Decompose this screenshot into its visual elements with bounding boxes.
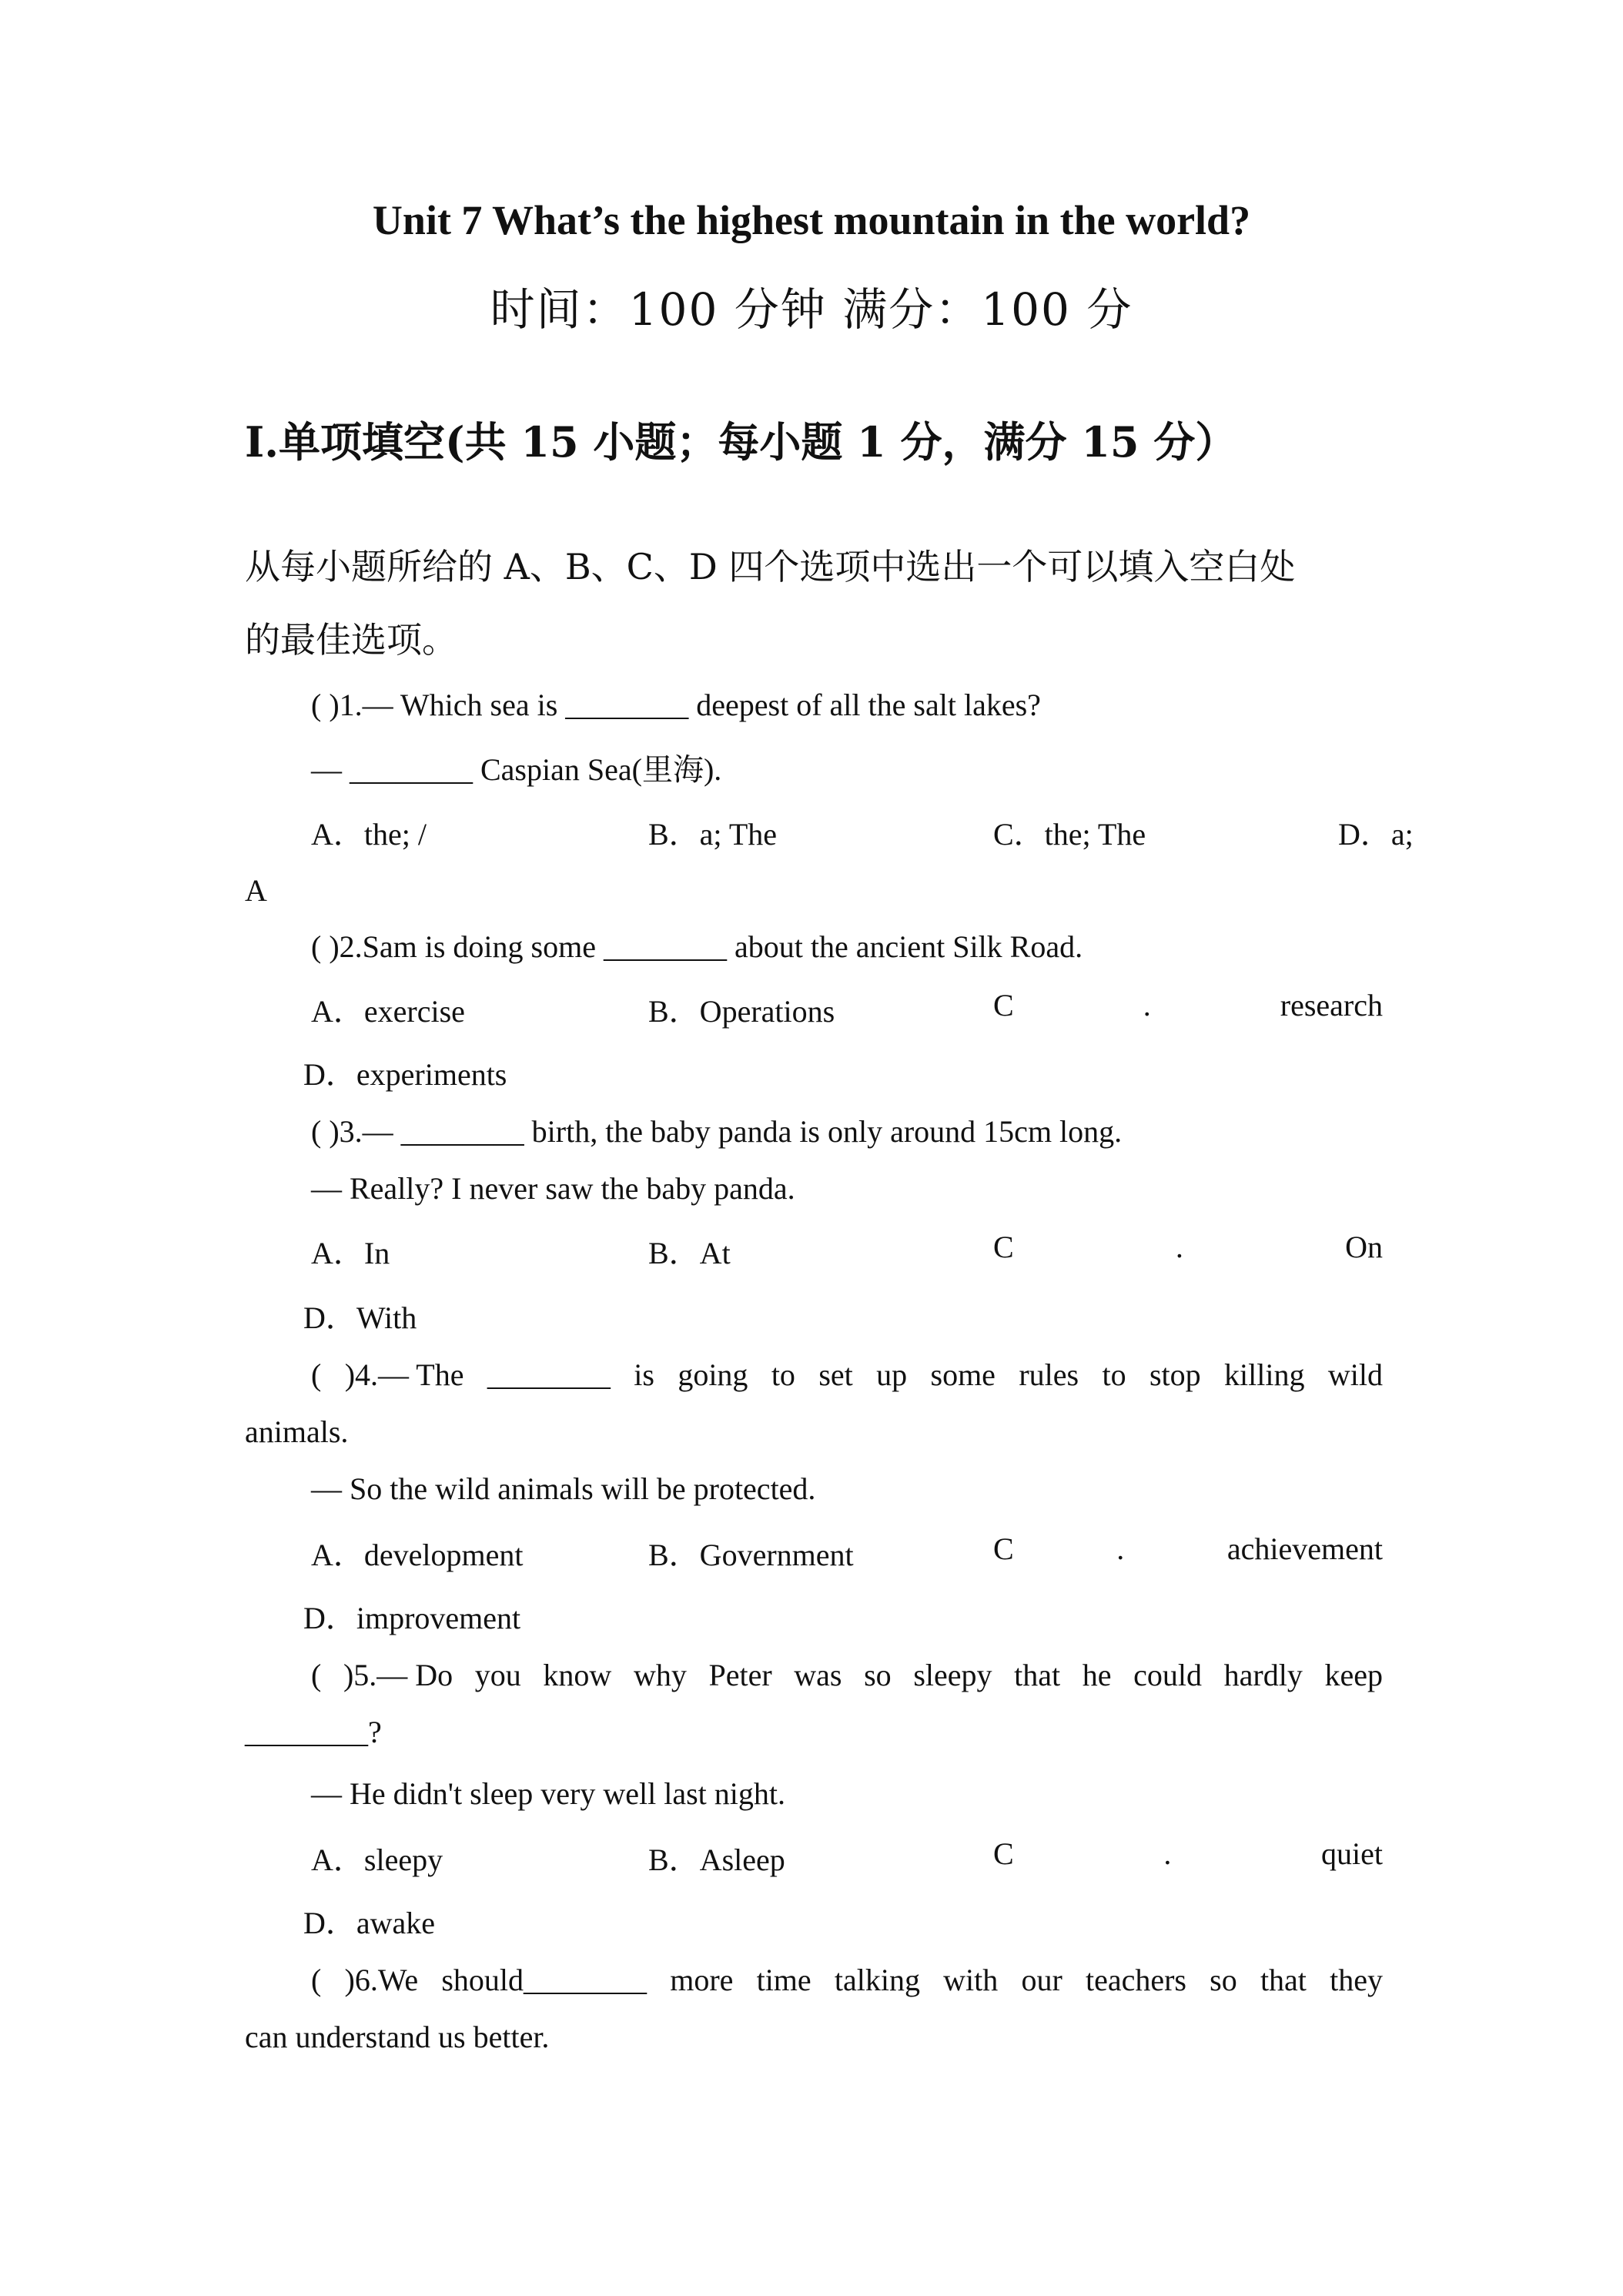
question-5-option-b: B．Asleep xyxy=(648,1842,785,1877)
stem-word: with xyxy=(943,1963,999,1997)
option-c-letter: C xyxy=(993,1836,1014,1871)
stem-word: our xyxy=(1021,1963,1062,1997)
stem-word: that xyxy=(1260,1963,1307,1997)
question-1-answer-line: — ________ Caspian Sea(里海). xyxy=(311,752,722,787)
stem-word: you xyxy=(474,1658,521,1692)
question-3-option-b: B．At xyxy=(648,1236,731,1270)
option-c-dot: . xyxy=(1163,1836,1172,1871)
option-c-letter: C xyxy=(993,988,1014,1022)
stem-word: talking xyxy=(834,1963,920,1997)
stem-word: why xyxy=(633,1658,687,1692)
question-5-option-c xyxy=(993,1836,1383,1872)
option-c-letter: C xyxy=(993,1230,1014,1264)
stem-word: set xyxy=(818,1357,853,1392)
question-6-stem-wrap: can understand us better. xyxy=(245,2020,550,2054)
stem-blank: ________ xyxy=(487,1357,611,1392)
question-5-stem-wrap: ________? xyxy=(245,1715,382,1749)
question-4-stem xyxy=(311,1357,1383,1393)
question-5-answer-line: — He didn't sleep very well last night. xyxy=(311,1776,785,1811)
option-c-text: achievement xyxy=(1226,1531,1383,1566)
question-3-option-a: A．In xyxy=(311,1236,390,1270)
question-3-option-d: D．With xyxy=(303,1300,417,1335)
stem-word: ( xyxy=(311,1658,322,1692)
question-4-option-b: B．Government xyxy=(648,1538,854,1572)
question-2-stem: ( )2.Sam is doing some ________ about the ancient Silk Road. xyxy=(311,929,1083,964)
question-4-option-d: D．improvement xyxy=(303,1601,521,1635)
stem-word: ( xyxy=(311,1963,322,1997)
question-5-option-d: D．awake xyxy=(303,1906,436,1940)
question-4-option-a: A．development xyxy=(311,1538,524,1572)
stem-word: )4.— The xyxy=(344,1357,464,1392)
stem-word: stop xyxy=(1149,1357,1201,1392)
stem-word: ( xyxy=(311,1357,322,1392)
exam-title: Unit 7 What’s the highest mountain in the world? xyxy=(372,197,1251,243)
section-heading: Ⅰ.单项填空(共 15 小题；每小题 1 分，满分 15 分） xyxy=(245,417,1237,467)
stem-word: so xyxy=(864,1658,892,1692)
stem-word: more xyxy=(670,1963,734,1997)
question-3-option-c xyxy=(993,1229,1383,1265)
stem-word: was xyxy=(794,1658,842,1692)
question-3-answer-line: — Really? I never saw the baby panda. xyxy=(311,1171,795,1206)
stem-word: they xyxy=(1330,1963,1383,1997)
stem-word: he xyxy=(1082,1658,1112,1692)
stem-word: killing xyxy=(1224,1357,1305,1392)
option-c-letter: C xyxy=(993,1531,1014,1566)
stem-word: that xyxy=(1014,1658,1061,1692)
question-1-option-b: B．a; The xyxy=(648,817,778,852)
question-3-stem: ( )3.— ________ birth, the baby panda is only around 15cm long. xyxy=(311,1114,1123,1149)
stem-word: to xyxy=(771,1357,795,1392)
option-c-text: On xyxy=(1345,1230,1383,1264)
question-2-option-c xyxy=(993,987,1383,1023)
question-5-option-a: A．sleepy xyxy=(311,1842,443,1877)
question-1-option-d-wrap: A xyxy=(245,873,267,908)
stem-word: )6.We xyxy=(344,1963,419,1997)
option-c-dot: . xyxy=(1116,1531,1125,1566)
section-instruction-line-1: 从每小题所给的 A、B、C、D 四个选项中选出一个可以填入空白处 xyxy=(245,546,1296,587)
stem-word: is xyxy=(634,1357,654,1392)
stem-word: time xyxy=(756,1963,812,1997)
stem-word: could xyxy=(1133,1658,1202,1692)
stem-word: hardly xyxy=(1223,1658,1303,1692)
stem-blank: should________ xyxy=(441,1963,648,1997)
question-1-stem: ( )1.— Which sea is ________ deepest of all the salt lakes? xyxy=(311,688,1041,722)
stem-word: some xyxy=(930,1357,996,1392)
question-5-stem xyxy=(311,1657,1383,1693)
question-6-stem xyxy=(311,1962,1383,1998)
question-2-option-b: B．Operations xyxy=(648,994,835,1029)
stem-word: teachers xyxy=(1085,1963,1186,1997)
question-1-option-d: D．a; xyxy=(1338,817,1414,852)
stem-word: to xyxy=(1102,1357,1126,1392)
exam-time-and-score: 时间：100 分钟 满分：100 分 xyxy=(490,283,1133,336)
question-2-option-a: A．exercise xyxy=(311,994,465,1029)
stem-word: up xyxy=(876,1357,908,1392)
stem-word: Peter xyxy=(708,1658,772,1692)
section-instruction-line-2: 的最佳选项。 xyxy=(245,619,457,661)
question-1-option-c: C．the; The xyxy=(993,817,1146,852)
question-2-option-d: D．experiments xyxy=(303,1057,507,1092)
stem-word: wild xyxy=(1327,1357,1383,1392)
stem-word: know xyxy=(543,1658,612,1692)
option-c-dot: . xyxy=(1143,988,1151,1022)
question-4-answer-line: — So the wild animals will be protected. xyxy=(311,1471,816,1506)
stem-word: keep xyxy=(1324,1658,1383,1692)
stem-word: so xyxy=(1210,1963,1237,1997)
option-c-text: research xyxy=(1280,988,1383,1022)
question-4-stem-wrap: animals. xyxy=(245,1414,349,1449)
question-1-option-a: A．the; / xyxy=(311,817,427,852)
question-4-option-c xyxy=(993,1531,1383,1567)
option-c-text: quiet xyxy=(1321,1836,1383,1871)
stem-word: rules xyxy=(1019,1357,1079,1392)
stem-word: going xyxy=(678,1357,748,1392)
stem-word: )5.— Do xyxy=(343,1658,453,1692)
stem-word: sleepy xyxy=(913,1658,992,1692)
option-c-dot: . xyxy=(1175,1230,1183,1264)
